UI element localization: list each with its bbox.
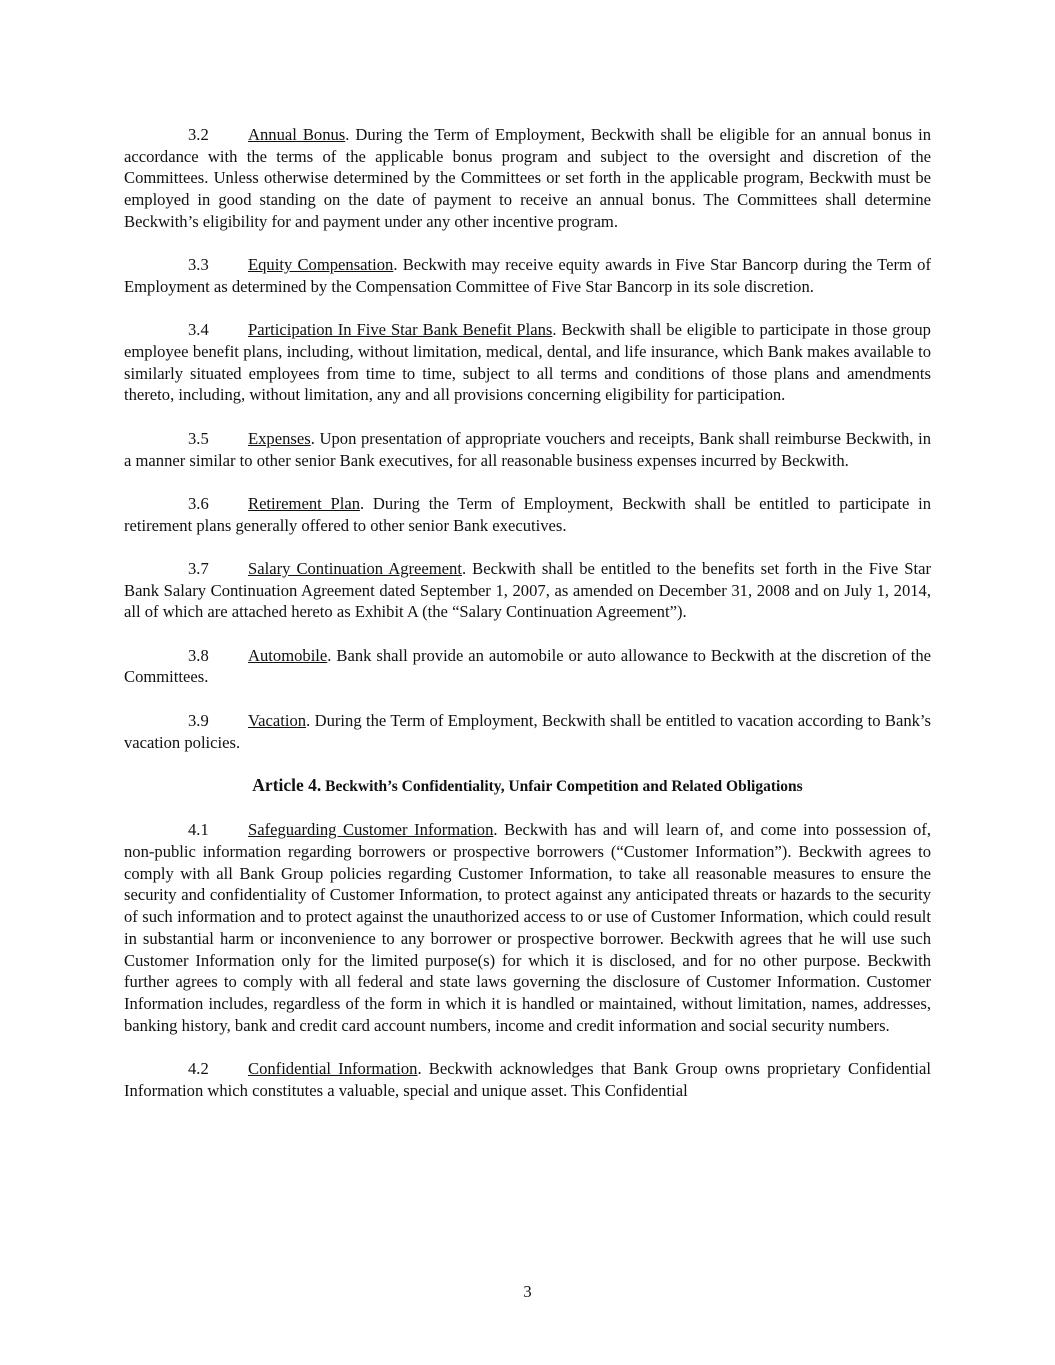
- section-body: . During the Term of Employment, Beckwith shall be entitled to vacation according to Bank’s vacation policies.: [124, 710, 931, 752]
- section-number: 3.6: [188, 493, 209, 513]
- section-body: . Beckwith shall be eligible to participate in those group employee benefit plans, including, without limitation, medical, dental, and life insurance, which Bank makes available to similarly situated employees from time to time, subject to all terms and conditions of those plans and amendments thereto, including, without limitation, any and all provisions concerning eligibility for participation.: [124, 320, 931, 405]
- section-3-9: [124, 710, 931, 753]
- section-3-2: [124, 124, 931, 233]
- section-number: 3.4: [188, 320, 209, 340]
- section-body: . Beckwith has and will learn of, and come into possession of, non-public information regarding borrowers or prospective borrowers (“Customer Information”). Beckwith agrees to comply with all Bank Group policies regarding Customer Information, to take all reasonable measures to ensure the security and confidentiality of Customer Information, to protect against any anticipated threats or hazards to the security of such information and to protect against the unauthorized access to or use of Customer Information, which could result in substantial harm or inconvenience to any borrower or prospective borrower. Beckwith agrees that he will use such Customer Information only for the limited purpose(s) for which it is disclosed, and for no other purpose. Beckwith further agrees to comply with all federal and state laws governing the disclosure of Customer Information. Customer Information includes, regardless of the form in which it is handled or maintained, without limitation, names, addresses, banking history, bank and credit card account numbers, income and credit information and social security numbers.: [124, 820, 932, 1035]
- section-number: 3.9: [188, 710, 209, 730]
- section-number: 4.1: [188, 820, 209, 840]
- section-heading: Expenses: [248, 428, 311, 448]
- section-body: . During the Term of Employment, Beckwith shall be eligible for an annual bonus in accordance with the terms of the applicable bonus program and subject to the oversight and discretion of the Committees. Unless otherwise determined by the Committees or set forth in the applicable program, Beckwith must be employed in good standing on the date of payment to receive an annual bonus. The Committees shall determine Beckwith’s eligibility for and payment under any other incentive program.: [124, 125, 931, 231]
- section-body: . Bank shall provide an automobile or auto allowance to Beckwith at the discretion of the Committees.: [124, 645, 931, 687]
- section-3-8: [124, 645, 931, 688]
- section-number: 3.8: [188, 645, 209, 665]
- section-3-4: [124, 319, 931, 406]
- section-heading: Retirement Plan: [248, 493, 360, 513]
- article-title: Beckwith’s Confidentiality, Unfair Competition and Related Obligations: [325, 777, 803, 795]
- section-number: 3.5: [188, 428, 209, 448]
- section-number: 4.2: [188, 1059, 209, 1079]
- section-3-6: [124, 493, 931, 536]
- section-heading: Confidential Information: [248, 1059, 418, 1079]
- section-heading: Equity Compensation: [248, 255, 394, 275]
- section-number: 3.7: [188, 558, 209, 578]
- section-heading: Annual Bonus: [248, 125, 346, 144]
- document-page: [124, 124, 931, 1123]
- article-heading: [124, 775, 931, 798]
- section-heading: Automobile: [248, 645, 328, 665]
- section-3-7: [124, 558, 931, 623]
- section-number: 3.3: [188, 255, 209, 275]
- section-heading: Vacation: [248, 710, 307, 730]
- section-body: . Beckwith shall be entitled to the benefits set forth in the Five Star Bank Salary Continuation Agreement dated September 1, 2007, as amended on December 31, 2008 and on July 1, 2014, all of which are attached hereto as Exhibit A (the “Salary Continuation Agreement”).: [124, 558, 931, 622]
- section-3-5: [124, 428, 931, 471]
- section-4-2: [124, 1058, 931, 1101]
- article-number: Article 4.: [252, 774, 322, 795]
- section-3-3: [124, 254, 931, 297]
- section-body: . Beckwith acknowledges that Bank Group owns proprietary Confidential Information which constitutes a valuable, special and unique asset. This Confidential: [124, 1059, 931, 1100]
- section-body: . Beckwith may receive equity awards in Five Star Bancorp during the Term of Employment as determined by the Compensation Committee of Five Star Bancorp in its sole discretion.: [124, 255, 931, 296]
- section-heading: Safeguarding Customer Information: [248, 820, 494, 840]
- section-heading: Participation In Five Star Bank Benefit Plans: [248, 320, 553, 340]
- section-body: . During the Term of Employment, Beckwith shall be entitled to participate in retirement plans generally offered to other senior Bank executives.: [124, 493, 931, 535]
- section-number: 3.2: [188, 125, 209, 144]
- section-body: . Upon presentation of appropriate vouchers and receipts, Bank shall reimburse Beckwith, in a manner similar to other senior Bank executives, for all reasonable business expenses incurred by Beckwith.: [124, 428, 931, 470]
- section-4-1: [124, 819, 931, 1036]
- page-number: 3: [523, 1282, 532, 1301]
- section-heading: Salary Continuation Agreement: [248, 558, 462, 578]
